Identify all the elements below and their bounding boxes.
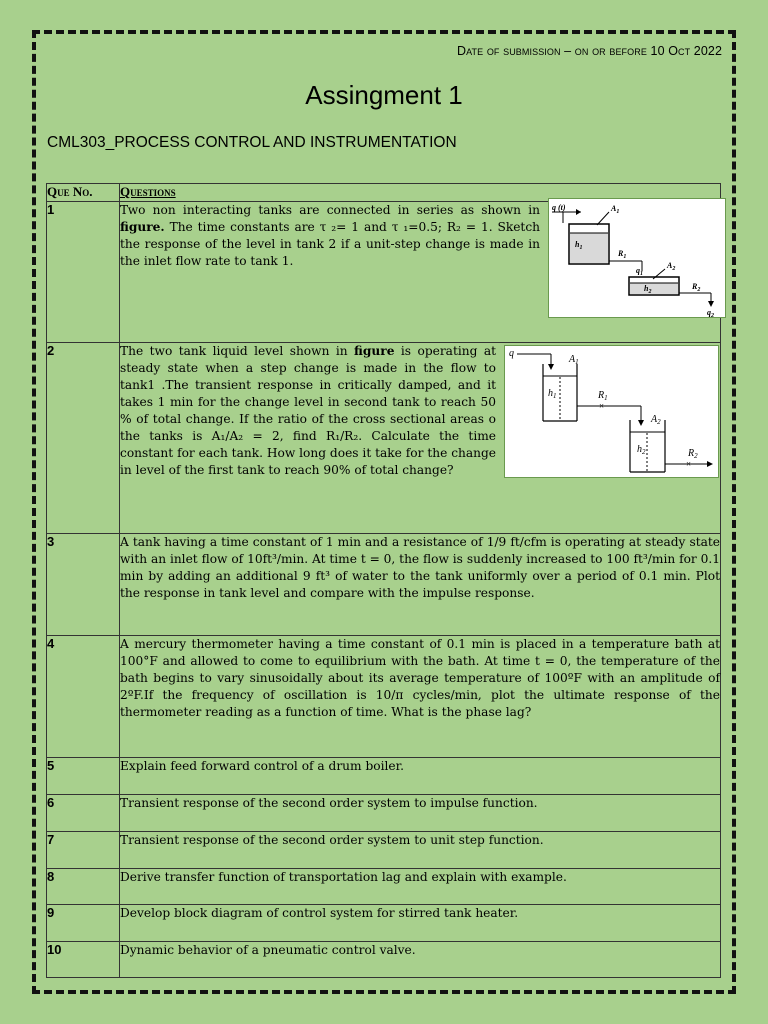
figure-label-level1: $h_1$ [548, 388, 557, 400]
question-text: Explain feed forward control of a drum boiler. [120, 758, 721, 795]
figure-label-res1: $R_1$ [618, 249, 627, 260]
question-number: 10 [47, 942, 120, 978]
table-row [47, 636, 721, 758]
figure-label-res1: $R_1$ [598, 390, 608, 402]
course-title: CML303_PROCESS CONTROL AND INSTRUMENTATION [47, 134, 457, 151]
svg-text:×: × [599, 401, 605, 411]
figure-label-area1: $A_1$ [611, 204, 620, 215]
figure-label-flow2: $q_2$ [707, 308, 714, 317]
question-number: 8 [47, 869, 120, 905]
svg-text:×: × [686, 459, 692, 469]
questions-table [46, 183, 721, 978]
table-row [47, 343, 721, 534]
question-text: q $A_1$ $h_1$ $R_1$ × $A_2$ $h_2$ × $R_2$ The two tank liquid level shown in figure is operating at steady state when a step change is made in the flow to tank1 .The transient response in critically damped, and it takes 1 min for the change level in second tank to reach 50 % of total change. If the ratio of the cross sectional areas o the tanks is A₁/A₂ = 2, find R₁/R₂. Calculate the time constant for each tank. How long does it take for the change in level of the first tank to reach 90% of total change? [120, 343, 721, 534]
question-number: 9 [47, 905, 120, 942]
question-text: Transient response of the second order system to unit step function. [120, 832, 721, 869]
question-text: Transient response of the second order system to impulse function. [120, 795, 721, 832]
page-title: Assingment 1 [305, 80, 463, 110]
question-text: A mercury thermometer having a time constant of 0.1 min is placed in a temperature bath at 100°F and allowed to come to equilibrium with the bath. At time t = 0, the temperature of the bath begins to vary sinusoidally about its average temperature of 100ºF with an amplitude of 2ºF.If the frequency of oscillation is 10/π cycles/min, plot the ultimate response of the thermometer reading as a function of time. What is the phase lag? [120, 636, 721, 758]
figure-label-res2: $R_2$ [688, 448, 698, 460]
column-header-que-no: Que No. [47, 184, 120, 202]
figure-label-inflow: q (t) [552, 203, 566, 212]
question-text: Develop block diagram of control system for stirred tank heater. [120, 905, 721, 942]
question-number: 1 [47, 202, 120, 343]
two-tank-level-figure [504, 345, 719, 478]
question-text: Dynamic behavior of a pneumatic control valve. [120, 942, 721, 978]
question-text: q (t) $A_1$ $h_1$ $R_1$ $q_1$ $A_2$ $h_2$ $R_2$ $q_2$ Two non interacting tanks are connected in series as shown in figure. The time constants are τ ₂= 1 and τ ₁=0.5; R₂ = 1. Sketch the response of the level in tank 2 if a unit-step change is made in the inlet flow rate to tank 1. [120, 202, 721, 343]
question-number: 3 [47, 534, 120, 636]
question-number: 2 [47, 343, 120, 534]
question-number: 4 [47, 636, 120, 758]
table-row [47, 905, 721, 942]
table-row [47, 942, 721, 978]
two-tank-series-figure [548, 198, 726, 318]
table-row [47, 534, 721, 636]
figure-label-area2: $A_2$ [651, 414, 661, 426]
figure-label-res2: $R_2$ [692, 282, 701, 293]
column-header-questions: Questions [120, 184, 721, 202]
question-text: A tank having a time constant of 1 min and a resistance of 1/9 ft/cfm is operating at steady state with an inlet flow of 10ft³/min. At time t = 0, the flow is suddenly increased to 100 ft³/min for 0.1 min by adding an additional 9 ft³ of water to the tank uniformly over a period of 0.1 min. Plot the response in tank level and compare with the impulse response. [120, 534, 721, 636]
figure-label-level2: $h_2$ [644, 284, 652, 295]
table-row [47, 832, 721, 869]
figure-label-level2: $h_2$ [637, 444, 646, 456]
question-number: 7 [47, 832, 120, 869]
question-number: 5 [47, 758, 120, 795]
figure-label-flow1: $q_1$ [636, 266, 643, 277]
question-number: 6 [47, 795, 120, 832]
figure-label-inflow: q [509, 348, 514, 359]
table-row [47, 202, 721, 343]
question-text: Derive transfer function of transportation lag and explain with example. [120, 869, 721, 905]
submission-date: Date of submission – on or before 10 Oct 2022 [456, 44, 722, 58]
table-row [47, 758, 721, 795]
table-row [47, 869, 721, 905]
figure-label-level1: $h_1$ [575, 240, 583, 251]
table-row [47, 795, 721, 832]
figure-label-area1: $A_1$ [569, 354, 579, 366]
figure-label-area2: $A_2$ [667, 261, 676, 272]
